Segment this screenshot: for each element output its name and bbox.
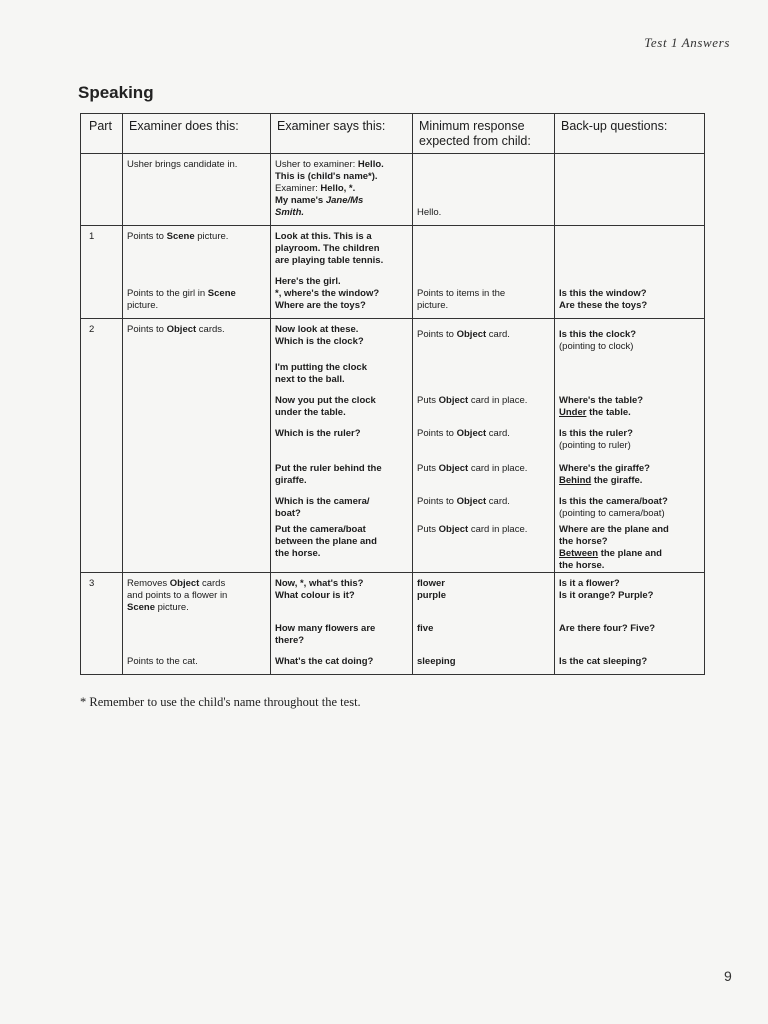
backup-cell: Where's the table? Under the table. [555, 386, 705, 419]
footnote: * Remember to use the child's name throughout the test. [80, 695, 361, 709]
examiner-does-cell: Points to Object cards. [123, 319, 271, 573]
examiner-says-cell: Now you put the clock under the table. [271, 386, 413, 419]
col-header-part: Part [81, 114, 123, 154]
examiner-does-cell: Removes Object cards and points to a flower in Scene picture. [123, 573, 271, 615]
part-number: 1 [81, 226, 123, 268]
part-number: 2 [81, 319, 123, 573]
examiner-says-cell: Put the camera/boat between the plane and the horse. [271, 520, 413, 573]
examiner-says-cell: Look at this. This is a playroom. The children are playing table tennis. [271, 226, 413, 268]
examiner-does-cell: Points to the cat. [123, 647, 271, 675]
response-cell: Points to Object card. [413, 487, 555, 520]
response-cell: Points to items in the picture. [413, 267, 555, 319]
examiner-says-cell: What's the cat doing? [271, 647, 413, 675]
backup-cell: Is this the camera/boat? (pointing to camera/boat) [555, 487, 705, 520]
table-row-intro [81, 154, 705, 226]
backup-cell: Is it a flower? Is it orange? Purple? [555, 573, 705, 615]
examiner-says-cell: Put the ruler behind the giraffe. [271, 454, 413, 487]
backup-cell: Where are the plane and the horse? Between the plane and the horse. [555, 520, 705, 573]
col-header-backup: Back-up questions: [555, 114, 705, 154]
response-cell: Hello. [413, 154, 555, 226]
backup-cell [555, 154, 705, 226]
table-row [81, 614, 705, 647]
backup-cell: Is this the window? Are these the toys? [555, 267, 705, 319]
response-cell: flower purple [413, 573, 555, 615]
examiner-says-cell: Here's the girl. *, where's the window? Where are the toys? [271, 267, 413, 319]
examiner-says-cell: Now, *, what's this? What colour is it? [271, 573, 413, 615]
table-row [81, 319, 705, 354]
section-title: Speaking [78, 83, 154, 102]
examiner-does-cell: Usher brings candidate in. [123, 154, 271, 226]
backup-cell: Is the cat sleeping? [555, 647, 705, 675]
response-cell: Puts Object card in place. [413, 386, 555, 419]
response-cell: Points to Object card. [413, 419, 555, 454]
backup-cell: Where's the giraffe? Behind the giraffe. [555, 454, 705, 487]
part-cell [81, 154, 123, 226]
part-number: 3 [81, 573, 123, 615]
backup-cell: Is this the clock? (pointing to clock) [555, 319, 705, 354]
backup-cell: Are there four? Five? [555, 614, 705, 647]
examiner-does-cell: Points to Scene picture. [123, 226, 271, 268]
col-header-examiner-does: Examiner does this: [123, 114, 271, 154]
page-number: 9 [724, 968, 732, 984]
examiner-says-cell: I'm putting the clock next to the ball. [271, 353, 413, 386]
response-cell: Puts Object card in place. [413, 454, 555, 487]
response-cell: five [413, 614, 555, 647]
examiner-says-cell: How many flowers are there? [271, 614, 413, 647]
table-row [81, 573, 705, 615]
table-row [81, 647, 705, 675]
response-cell: Puts Object card in place. [413, 520, 555, 573]
examiner-says-cell: Which is the ruler? [271, 419, 413, 454]
col-header-min-response: Minimum response expected from child: [413, 114, 555, 154]
examiner-says-cell: Now look at these. Which is the clock? [271, 319, 413, 354]
col-header-examiner-says: Examiner says this: [271, 114, 413, 154]
examiner-says-cell: Which is the camera/ boat? [271, 487, 413, 520]
examiner-does-cell: Points to the girl in Scene picture. [123, 267, 271, 319]
table-row [81, 226, 705, 268]
backup-cell: Is this the ruler? (pointing to ruler) [555, 419, 705, 454]
table-row [81, 267, 705, 319]
speaking-table [80, 113, 705, 675]
response-cell: sleeping [413, 647, 555, 675]
response-cell: Points to Object card. [413, 319, 555, 354]
examiner-says-cell: Usher to examiner: Hello. This is (child's name*). Examiner: Hello, *. My name's Jane/Ms Smith. [271, 154, 413, 226]
running-header: Test 1 Answers [644, 35, 730, 50]
table-header-row [81, 114, 705, 154]
